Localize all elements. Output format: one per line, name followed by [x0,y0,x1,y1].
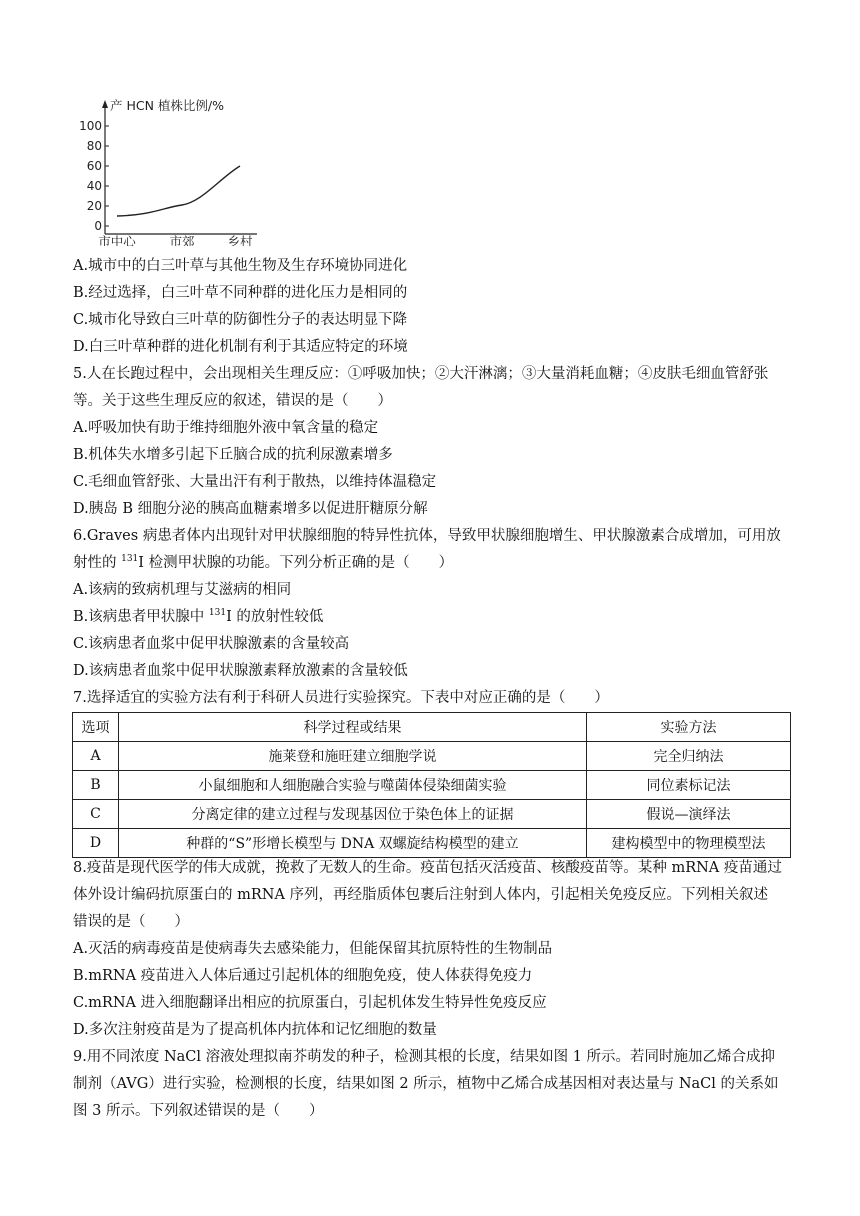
y-axis-label: 产 HCN 植株比例/% [110,98,225,113]
isotope-mass-number: 131 [121,554,139,564]
q6-option-b-pre: B.该病患者甲状腺中 [73,609,209,625]
y-tick-label: 40 [86,179,102,193]
y-tick-label: 20 [86,199,102,213]
experiment-method-table [72,712,791,858]
q4-option-c: C.城市化导致白三叶草的防御性分子的表达明显下降 [73,312,408,328]
q7-stem: 7.选择适宜的实验方法有利于科研人员进行实验探究。下表中对应正确的是（ ） [73,690,609,706]
q5-option-a: A.呼吸加快有助于维持细胞外液中氧含量的稳定 [73,420,379,436]
series-line-hcn [117,166,240,216]
q6-option-b [73,607,323,627]
table-cell: B [73,771,119,800]
q6-stem-line2-pre: 射性的 [73,555,122,571]
table-row [73,742,791,771]
table-cell: 小鼠细胞和人细胞融合实验与噬菌体侵染细菌实验 [119,771,587,800]
table-cell: 施莱登和施旺建立细胞学说 [119,742,587,771]
table-row [73,800,791,829]
q6-option-d: D.该病患者血浆中促甲状腺激素释放激素的含量较低 [73,663,408,679]
q6-option-b-post: I 的放射性较低 [226,609,324,625]
q5-stem-line1: 5.人在长跑过程中，会出现相关生理反应：①呼吸加快；②大汗淋漓；③大量消耗血糖；④皮肤毛细血管舒张 [73,366,769,382]
q9-stem-line2: 制剂（AVG）进行实验，检测根的长度，结果如图 2 所示，植物中乙烯合成基因相对表达量与 NaCl 的关系如 [73,1076,779,1092]
q8-stem-line2: 体外设计编码抗原蛋白的 mRNA 序列，再经脂质体包裹后注射到人体内，引起相关免疫反应。下列相关叙述 [73,887,769,903]
q4-option-b: B.经过选择，白三叶草不同种群的进化压力是相同的 [73,285,408,301]
table-row [73,771,791,800]
table-cell: 完全归纳法 [587,742,791,771]
y-tick-label: 60 [86,159,102,173]
q4-option-a: A.城市中的白三叶草与其他生物及生存环境协同进化 [73,258,408,274]
table-cell: 建构模型中的物理模型法 [587,829,791,858]
y-axis-arrow [102,100,108,108]
isotope-mass-number: 131 [208,608,227,618]
y-tick-label: 80 [86,139,102,153]
q6-option-a: A.该病的致病机理与艾滋病的相同 [73,582,292,598]
x-tick-label: 市中心 [98,234,136,246]
q5-option-c: C.毛细血管舒张、大量出汗有利于散热，以维持体温稳定 [73,474,437,490]
x-ticks [98,234,253,246]
y-tick-label: 0 [94,219,102,233]
q6-stem-line2 [73,553,453,573]
q6-stem-line2-post: I 检测甲状腺的功能。下列分析正确的是（ ） [138,555,454,571]
q5-option-b: B.机体失水增多引起下丘脑合成的抗利尿激素增多 [73,447,393,463]
table-cell: 分离定律的建立过程与发现基因位于染色体上的证据 [119,800,587,829]
q5-option-d: D.胰岛 B 细胞分泌的胰高血糖素增多以促进肝糖原分解 [73,501,428,517]
q8-option-d: D.多次注射疫苗是为了提高机体内抗体和记忆细胞的数量 [73,1022,437,1038]
table-cell: 假说—演绎法 [587,800,791,829]
q8-option-c: C.mRNA 进入细胞翻译出相应的抗原蛋白，引起机体发生特异性免疫反应 [73,995,547,1011]
table-row [73,829,791,858]
q5-stem-line2: 等。关于这些生理反应的叙述，错误的是（ ） [73,393,392,409]
table-header-cell: 科学过程或结果 [119,713,587,742]
x-tick-label: 乡村 [227,234,253,246]
table-cell: 同位素标记法 [587,771,791,800]
q6-option-c: C.该病患者血浆中促甲状腺激素的含量较高 [73,636,350,652]
q9-stem-line1: 9.用不同浓度 NaCl 溶液处理拟南芥萌发的种子，检测其根的长度，结果如图 1 所示。若同时施加乙烯合成抑 [73,1049,776,1065]
table-header-row [73,713,791,742]
table-cell: D [73,829,119,858]
table-cell: A [73,742,119,771]
table-header-cell: 实验方法 [587,713,791,742]
table-cell: C [73,800,119,829]
q8-option-b: B.mRNA 疫苗进入人体后通过引起机体的细胞免疫，使人体获得免疫力 [73,968,533,984]
y-tick-label: 100 [79,119,102,133]
q8-option-a: A.灭活的病毒疫苗是使病毒失去感染能力，但能保留其抗原特性的生物制品 [73,941,553,957]
q8-stem-line3: 错误的是（ ） [73,914,189,930]
q9-stem-line3: 图 3 所示。下列叙述错误的是（ ） [73,1103,324,1119]
hcn-line-chart [72,96,292,246]
q8-stem-line1: 8.疫苗是现代医学的伟大成就，挽救了无数人的生命。疫苗包括灭活疫苗、核酸疫苗等。某种 mRNA 疫苗通过 [73,860,782,876]
table-cell: 种群的“S”形增长模型与 DNA 双螺旋结构模型的建立 [119,829,587,858]
q6-stem-line1: 6.Graves 病患者体内出现针对甲状腺细胞的特异性抗体，导致甲状腺细胞增生、甲状腺激素合成增加，可用放 [73,528,781,544]
x-tick-label: 市郊 [169,234,195,246]
q4-option-d: D.白三叶草种群的进化机制有利于其适应特定的环境 [73,339,408,355]
table-header-cell: 选项 [73,713,119,742]
